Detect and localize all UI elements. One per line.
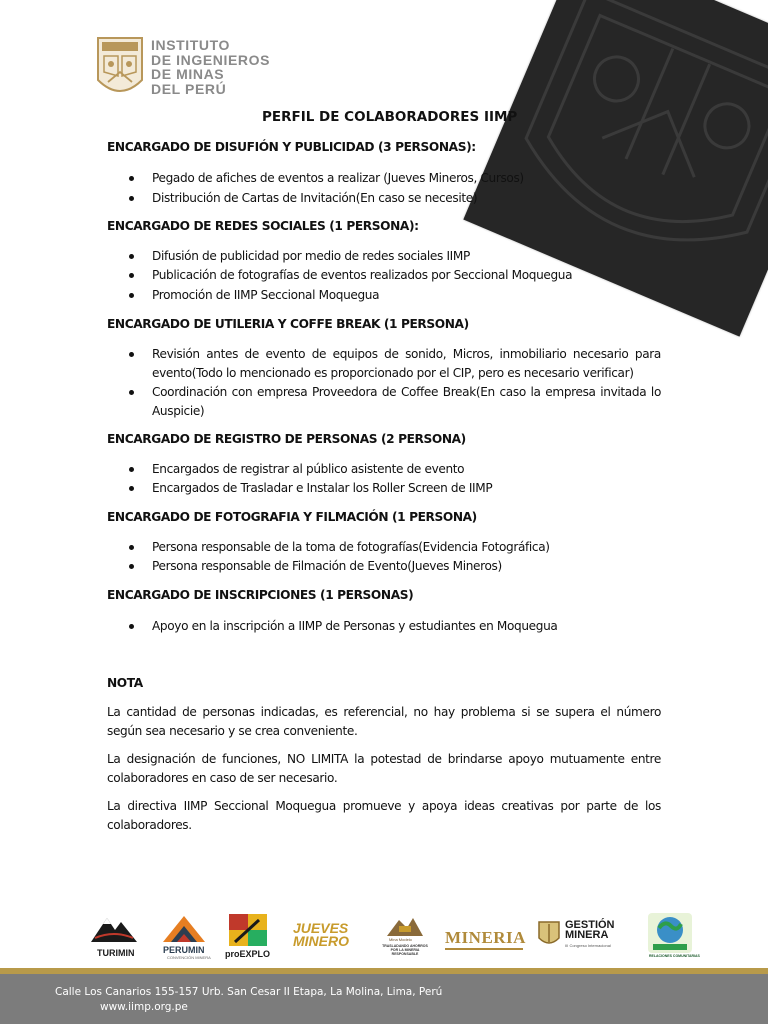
section-title-inscripciones: ENCARGADO DE INSCRIPCIONES (1 PERSONAS) xyxy=(107,588,414,602)
document-title: PERFIL DE COLABORADORES IIMP xyxy=(262,109,518,125)
bullet-icon xyxy=(129,273,134,278)
list-item-text: Persona responsable de Filmación de Evento(Jueves Mineros) xyxy=(152,559,502,573)
list-item-text: Distribución de Cartas de Invitación(En caso se necesite) xyxy=(152,191,478,205)
list-item xyxy=(129,538,661,557)
list-item-text: Persona responsable de la toma de fotografías(Evidencia Fotográfica) xyxy=(152,540,550,554)
sponsor-name: MINERIA xyxy=(445,928,526,947)
list-item-text: Publicación de fotografías de eventos realizados por Seccional Moquegua xyxy=(152,268,573,282)
sponsor-name: TURIMIN xyxy=(97,948,135,958)
footer-address: Calle Los Canarios 155-157 Urb. San Cesar II Etapa, La Molina, Lima, Perú xyxy=(55,986,443,998)
sponsor-proexplo-logo xyxy=(225,912,273,962)
list-item-text: Difusión de publicidad por medio de redes sociales IIMP xyxy=(152,249,470,263)
logo-line-3: DE MINAS xyxy=(151,66,225,82)
sponsor-name: JUEVES MINERO xyxy=(293,920,349,949)
section-title-registro: ENCARGADO DE REGISTRO DE PERSONAS (2 PERSONA) xyxy=(107,432,466,446)
list-item-text: Encargados de registrar al público asistente de evento xyxy=(152,462,465,476)
list-item xyxy=(129,266,661,285)
sponsor-perumin-logo xyxy=(159,912,209,962)
list-item xyxy=(129,460,661,479)
shield-icon xyxy=(537,920,561,948)
footer xyxy=(0,974,768,1024)
mountain-icon xyxy=(89,912,139,948)
sponsor-name: RELACIONES COMUNITARIAS xyxy=(649,954,700,958)
sponsor-name: Mina Modelo xyxy=(389,937,412,942)
list-item-text: Coordinación con empresa Proveedora de Coffee Break(En caso la empresa invitada lo Auspicie) xyxy=(152,385,661,418)
institute-emblem-icon xyxy=(96,36,144,102)
bullet-icon xyxy=(129,486,134,491)
bullet-icon xyxy=(129,176,134,181)
sponsor-mina-modelo-logo xyxy=(379,912,431,962)
list-item xyxy=(129,247,661,266)
sponsor-logos xyxy=(85,912,705,964)
list-item xyxy=(129,617,661,636)
list-item xyxy=(129,383,661,421)
sponsor-subtitle: CONVENCIÓN MINERA xyxy=(167,955,211,960)
list-item-text: Promoción de IIMP Seccional Moquegua xyxy=(152,288,380,302)
bullet-icon xyxy=(129,196,134,201)
sponsor-name: GESTIÓN MINERA xyxy=(565,919,615,941)
mountain-icon xyxy=(385,914,425,938)
bullet-icon xyxy=(129,545,134,550)
globe-icon xyxy=(647,912,693,954)
bullet-icon xyxy=(129,467,134,472)
list-item-text: Encargados de Trasladar e Instalar los Roller Screen de IIMP xyxy=(152,481,493,495)
list-item xyxy=(129,479,661,498)
footer-website-link[interactable]: www.iimp.org.pe xyxy=(100,1001,188,1013)
note-paragraph-1: La cantidad de personas indicadas, es referencial, no hay problema si se supera el número según sea necesario y se crea conveniente. xyxy=(107,705,661,738)
sponsor-jueves-minero-logo xyxy=(291,912,365,962)
sponsor-name: proEXPLO xyxy=(225,949,271,959)
section-title-utileria: ENCARGADO DE UTILERIA Y COFFE BREAK (1 PERSONA) xyxy=(107,317,469,331)
bullet-icon xyxy=(129,254,134,259)
note-title: NOTA xyxy=(107,676,143,690)
bullet-icon xyxy=(129,624,134,629)
note-paragraph-3: La directiva IIMP Seccional Moquegua promueve y apoya ideas creativas por parte de los colaboradores. xyxy=(107,799,661,832)
bullet-icon xyxy=(129,564,134,569)
sponsor-turimin-logo xyxy=(89,912,139,962)
divider xyxy=(445,948,523,950)
sponsor-relaciones-logo xyxy=(647,912,700,962)
list-item xyxy=(129,557,661,576)
note-paragraph-2: La designación de funciones, NO LIMITA la potestad de brindarse apoyo mutuamente entre colaboradores en caso de ser necesario. xyxy=(107,752,661,785)
section-title-redes: ENCARGADO DE REDES SOCIALES (1 PERSONA): xyxy=(107,219,419,233)
list-item-text: Pegado de afiches de eventos a realizar (Jueves Mineros, Cursos) xyxy=(152,171,524,185)
sponsor-subtitle: TRASLADANDO AHORROS POR LA MINERIA RESPONSABLE xyxy=(382,944,428,956)
institute-logo xyxy=(96,36,296,104)
list-item-text: Revisión antes de evento de equipos de sonido, Micros, inmobiliario necesario para evento(Todo lo mencionado es proporcionado por el CIP, pero es necesario verificar) xyxy=(152,347,661,380)
section-title-fotografia: ENCARGADO DE FOTOGRAFIA Y FILMACIÓN (1 PERSONA) xyxy=(107,510,477,524)
logo-line-1: INSTITUTO xyxy=(151,37,231,53)
bullet-icon xyxy=(129,352,134,357)
list-item xyxy=(129,286,661,305)
logo-line-2: DE INGENIEROS xyxy=(151,51,271,68)
list-item xyxy=(129,345,661,383)
sponsor-name: PERUMIN xyxy=(163,945,205,955)
list-item-text: Apoyo en la inscripción a IIMP de Personas y estudiantes en Moquegua xyxy=(152,619,558,633)
sponsor-gestion-minera-logo xyxy=(537,912,627,962)
list-item xyxy=(129,169,661,188)
sponsor-subtitle: III Congreso Internacional xyxy=(565,943,611,948)
sponsor-mineria-logo xyxy=(445,912,527,962)
bullet-icon xyxy=(129,390,134,395)
pickaxe-icon xyxy=(225,912,271,950)
bullet-icon xyxy=(129,293,134,298)
section-title-difusion: ENCARGADO DE DISUFIÓN Y PUBLICIDAD (3 PERSONAS): xyxy=(107,140,476,154)
list-item xyxy=(129,189,661,208)
mountain-icon xyxy=(159,912,209,946)
logo-line-4: DEL PERÚ xyxy=(151,80,227,97)
